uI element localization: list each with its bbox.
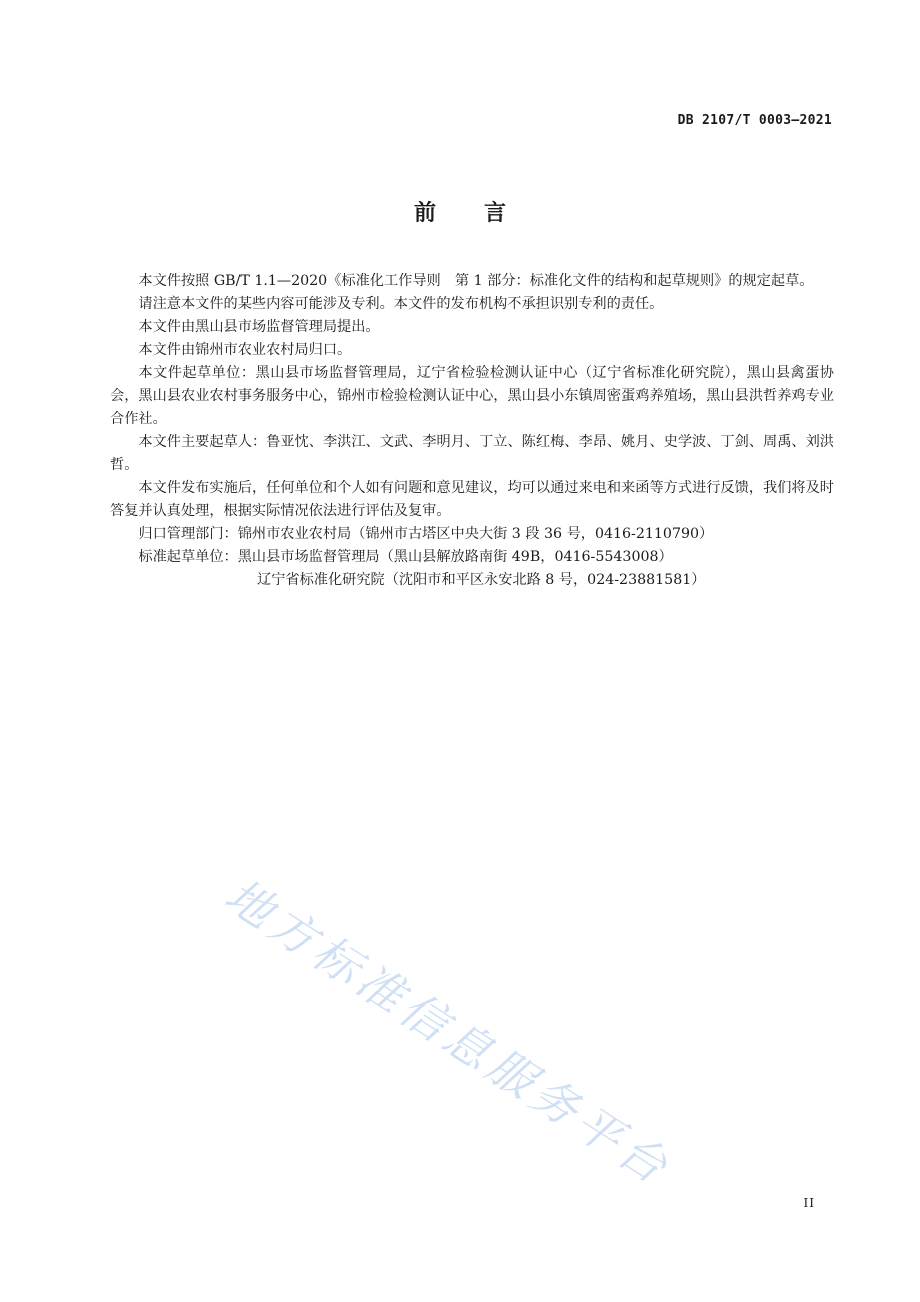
paragraph: 标准起草单位：黑山县市场监督管理局（黑山县解放路南街 49B，0416-5543008） xyxy=(138,549,673,565)
paragraph: 本文件发布实施后，任何单位和个人如有问题和意见建议，均可以通过来电和来函等方式进行反馈，我们将及时答复并认真处理，根据实际情况依法进行评估及复审。 xyxy=(110,480,834,519)
document-code: DB 2107/T 0003—2021 xyxy=(677,113,832,128)
paragraph-continuation: 辽宁省标准化研究院（沈阳市和平区永安北路 8 号，024-23881581） xyxy=(257,572,706,588)
paragraph: 本文件按照 GB/T 1.1—2020《标准化工作导则 第 1 部分：标准化文件的结构和起草规则》的规定起草。 xyxy=(138,273,814,289)
paragraph: 请注意本文件的某些内容可能涉及专利。本文件的发布机构不承担识别专利的责任。 xyxy=(138,296,664,312)
paragraph: 本文件起草单位：黑山县市场监督管理局，辽宁省检验检测认证中心（辽宁省标准化研究院），黑山县禽蛋协会，黑山县农业农村事务服务中心，锦州市检验检测认证中心，黑山县小东镇周密蛋鸡养殖场，黑山县洪哲养鸡专业合作社。 xyxy=(110,365,834,427)
watermark: 地方标准信息服务平台 xyxy=(215,867,682,1197)
paragraph: 本文件由黑山县市场监督管理局提出。 xyxy=(138,319,380,335)
paragraph: 归口管理部门：锦州市农业农村局（锦州市古塔区中央大街 3 段 36 号，0416-2110790） xyxy=(138,526,714,542)
page-number: II xyxy=(803,1196,815,1210)
section-title: 前言 xyxy=(413,201,554,226)
paragraph: 本文件主要起草人：鲁亚忱、李洪江、文武、李明月、丁立、陈红梅、李昂、姚月、史学波、丁剑、周禹、刘洪哲。 xyxy=(110,434,834,473)
paragraph: 本文件由锦州市农业农村局归口。 xyxy=(138,342,352,358)
foreword-body xyxy=(110,270,834,592)
